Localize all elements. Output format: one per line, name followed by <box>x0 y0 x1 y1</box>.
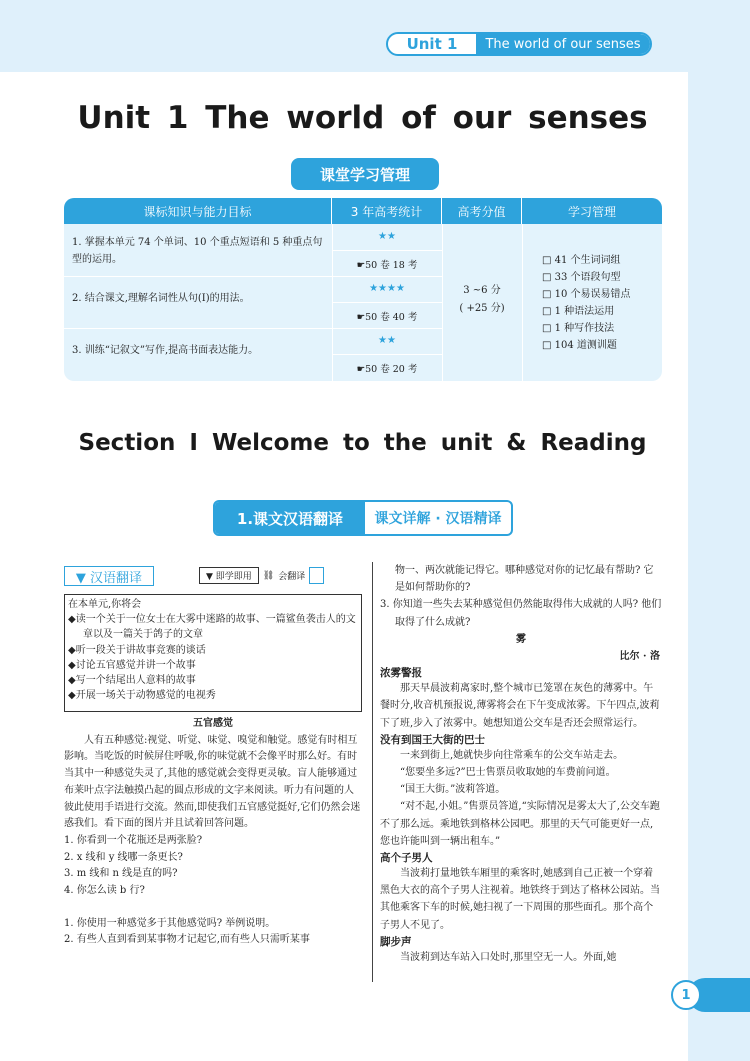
story-subheading: 浓雾警报 <box>380 667 422 680</box>
score-range: 3 ~6 分 <box>463 285 501 296</box>
management-item: □ 33 个语段句型 <box>542 272 621 283</box>
story-paragraph: 当波莉打量地铁车厢里的乘客时,她感到自己正被一个穿着黑色大衣的高个子男人注视着。地铁终于到达了格林公园站。当其他乘客下车的时候,她扫视了一下周围的那些面孔。那个高个子男人不见了。 <box>380 868 660 931</box>
goal-table <box>64 198 662 381</box>
answer-box[interactable] <box>309 567 324 584</box>
management-item: □ 10 个易误易错点 <box>542 289 631 300</box>
management-item: □ 41 个生词词组 <box>542 255 621 266</box>
exam-count: ☛50 卷 20 考 <box>356 364 418 375</box>
table-header-cell: 课标知识与能力目标 <box>64 198 332 224</box>
goals-intro: 在本单元,你将会 <box>68 599 142 610</box>
article-title: 五官感觉 <box>193 718 233 729</box>
header-title-label: The world of our senses <box>476 34 650 54</box>
table-header-cell: 3 年高考统计 <box>332 198 442 224</box>
exam-count: ☛50 卷 40 考 <box>356 312 418 323</box>
header-tab <box>386 32 652 56</box>
management-item: □ 104 道测训题 <box>542 340 617 351</box>
story-subheading: 脚步声 <box>380 935 412 948</box>
tab-explanation[interactable]: 课文详解 · 汉语精译 <box>374 511 502 527</box>
story-subheading: 没有到国王大街的巴士 <box>380 733 485 746</box>
table-divider <box>332 354 442 355</box>
table-divider <box>332 276 442 277</box>
column-divider <box>372 562 373 982</box>
practice-label: ▼ 即学即用 <box>206 572 252 582</box>
score-cell <box>442 282 522 318</box>
story-paragraph: 当波莉到达车站入口处时,那里空无一人。外面,她 <box>400 951 617 963</box>
exam-count: ☛50 卷 18 考 <box>356 260 418 271</box>
star-rating: ★★★★ <box>369 283 405 294</box>
story-paragraph: 一来到街上,她就快步向往常乘车的公交车站走去。 <box>400 749 624 761</box>
question-item: 2. x 线和 y 线哪一条更长? <box>64 851 183 863</box>
practice-button[interactable] <box>199 567 259 584</box>
story-paragraph: “您要坐多远?”巴士售票员收取她的车费前问道。 <box>400 767 616 779</box>
discussion-question: 2. 有些人直到看到某事物才记起它,而有些人只需听某事 <box>64 934 310 946</box>
tools-bar <box>199 567 324 584</box>
table-divider <box>332 328 442 329</box>
story-paragraph: “国王大街。”波莉答道。 <box>400 784 506 796</box>
goal-text: 2. 结合课文,理解名词性从句(Ⅰ)的用法。 <box>72 293 250 304</box>
goal-item: ◆听一段关于讲故事竞赛的谈话 <box>68 644 206 656</box>
right-column <box>380 562 662 966</box>
question-item: 3. m 线和 n 线是直的吗? <box>64 868 178 880</box>
question-item: 4. 你怎么读 b 行? <box>64 885 145 897</box>
translation-label: ▼ 汉语翻译 <box>64 566 154 586</box>
goal-item: ◆写一个结尾出人意料的故事 <box>68 675 196 687</box>
goal-text: 1. 掌握本单元 74 个单词、10 个重点短语和 5 种重点句型的运用。 <box>72 237 323 265</box>
table-header-row <box>64 198 662 224</box>
goal-item: ◆讨论五官感觉并讲一个故事 <box>68 659 196 671</box>
story-title: 雾 <box>516 633 526 645</box>
table-divider <box>64 328 332 329</box>
left-column <box>64 716 362 949</box>
table-divider <box>332 302 442 303</box>
table-header-cell: 高考分值 <box>442 198 522 224</box>
management-item: □ 1 种语法运用 <box>542 306 615 317</box>
page-number: 1 <box>671 980 701 1010</box>
story-paragraph: 那天早晨波莉离家时,整个城市已笼罩在灰色的薄雾中。午餐时分,收音机预报说,薄雾将会在下午变成浓雾。下午四点,波莉下了班,步入了浓雾中。她想知道公交车是否还会照常运行。 <box>380 683 660 729</box>
question-continued: 物一、两次就能记得它。哪种感觉对你的记忆最有帮助? 它是如何帮助你的? <box>395 565 654 594</box>
class-management-label: 课堂学习管理 <box>291 158 439 190</box>
spacer <box>64 900 362 916</box>
story-subheading: 高个子男人 <box>380 852 433 865</box>
goal-item: ◆读一个关于一位女士在大雾中迷路的故事、一篇鲨鱼袭击人的文章以及一篇关于鸽子的文章 <box>68 614 356 641</box>
management-list <box>542 252 631 354</box>
section-tabs <box>213 500 513 536</box>
table-body <box>64 224 662 381</box>
translate-label: 会翻译 <box>278 572 306 582</box>
score-bonus: ( +25 分) <box>459 303 505 314</box>
header-unit-label: Unit 1 <box>406 35 458 53</box>
article-paragraph: 人有五种感觉:视觉、听觉、味觉、嗅觉和触觉。感觉有时相互影响。当吃饭的时候屏住呼吸,你的味觉就不会像平时那么好。有时当其中一种感觉失灵了,其他的感觉就会变得更灵敏。盲人能够通过布莱叶点字法触摸凸起的圆点形成的文字来阅读。听力有问题的人彼此使用手语进行交流。然而,即使我们五官感觉挺好,它们仍然会迷惑我们。看下面的图片并且试着回答问题。 <box>64 734 361 830</box>
unit-goals-box <box>64 594 362 712</box>
question-item: 1. 你看到一个花瓶还是两张脸? <box>64 834 203 846</box>
discussion-question: 1. 你使用一种感觉多于其他感觉吗? 举例说明。 <box>64 917 276 929</box>
table-divider <box>332 250 442 251</box>
discussion-question: 3. 你知道一些失去某种感觉但仍然能取得伟大成就的人吗? 他们取得了什么成就? <box>380 599 662 628</box>
management-item: □ 1 种写作技法 <box>542 323 615 334</box>
goal-item: ◆开展一场关于动物感觉的电视秀 <box>68 690 216 702</box>
tab-translation[interactable]: 1.课文汉语翻译 <box>215 502 365 534</box>
table-divider <box>64 276 332 277</box>
story-author: 比尔 · 洛 <box>619 651 660 663</box>
table-header-cell: 学习管理 <box>567 204 616 219</box>
star-rating: ★★ <box>378 335 396 346</box>
star-rating: ★★ <box>378 231 396 242</box>
link-icon: ⛓ <box>262 570 275 581</box>
story-paragraph: “对不起,小姐。”售票员答道,“实际情况是雾太大了,公交车跑不了那么远。乘地铁到格林公园吧。那里的天气可能更好一点,您也许能叫到一辆出租车。” <box>380 801 660 847</box>
table-divider <box>522 224 523 381</box>
unit-title: Unit 1 The world of our senses <box>77 100 648 136</box>
right-margin-band <box>688 0 750 1061</box>
section-title: Section Ⅰ Welcome to the unit & Reading <box>78 430 647 456</box>
goal-text: 3. 训练“记叙文”写作,提高书面表达能力。 <box>72 345 259 356</box>
